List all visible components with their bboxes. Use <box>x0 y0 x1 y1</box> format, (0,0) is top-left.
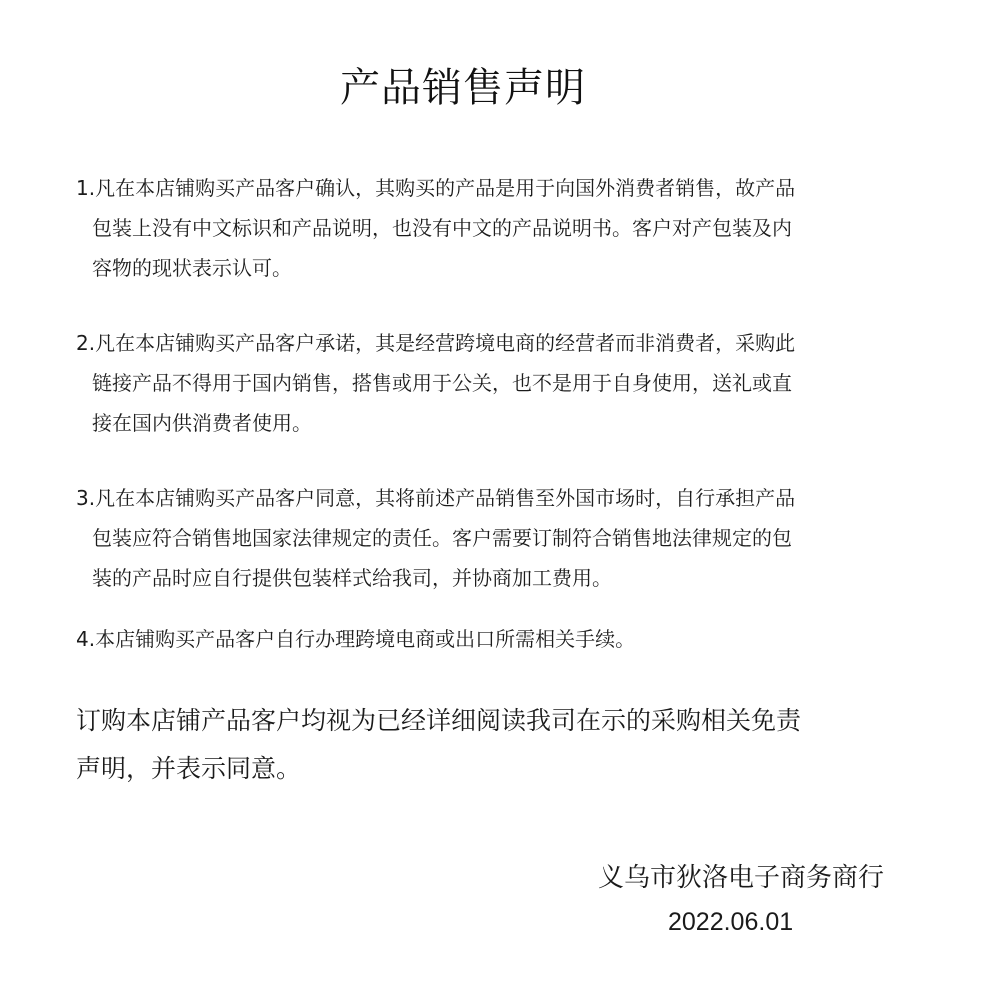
statement-date: 2022.06.01 <box>668 908 794 936</box>
clause-4 <box>76 619 896 659</box>
clause-2 <box>76 323 896 443</box>
clause-line: 包装上没有中文标识和产品说明，也没有中文的产品说明书。客户对产包装及内 <box>92 216 792 240</box>
clause-line: 包装应符合销售地国家法律规定的责任。客户需要订制符合销售地法律规定的包 <box>92 526 792 550</box>
closing-line: 声明，并表示同意。 <box>76 754 302 783</box>
clause-line: 2.凡在本店铺购买产品客户承诺，其是经营跨境电商的经营者而非消费者，采购此 <box>76 331 796 355</box>
clause-line: 装的产品时应自行提供包装样式给我司，并协商加工费用。 <box>92 566 612 590</box>
clause-1 <box>76 168 896 288</box>
clause-line: 链接产品不得用于国内销售，搭售或用于公关，也不是用于自身使用，送礼或直 <box>92 371 792 395</box>
clause-line: 1.凡在本店铺购买产品客户确认，其购买的产品是用于向国外消费者销售，故产品 <box>76 176 796 200</box>
clause-line: 容物的现状表示认可。 <box>92 256 292 280</box>
clause-line: 4.本店铺购买产品客户自行办理跨境电商或出口所需相关手续。 <box>76 627 636 651</box>
clause-line: 接在国内供消费者使用。 <box>92 411 312 435</box>
document-title: 产品销售声明 <box>340 65 586 111</box>
closing-statement <box>76 697 906 793</box>
company-name: 义乌市狄洛电子商务商行 <box>597 863 884 893</box>
closing-line: 订购本店铺产品客户均视为已经详细阅读我司在示的采购相关免责 <box>76 706 802 735</box>
clause-3 <box>76 478 896 598</box>
clause-line: 3.凡在本店铺购买产品客户同意，其将前述产品销售至外国市场时，自行承担产品 <box>76 486 796 510</box>
